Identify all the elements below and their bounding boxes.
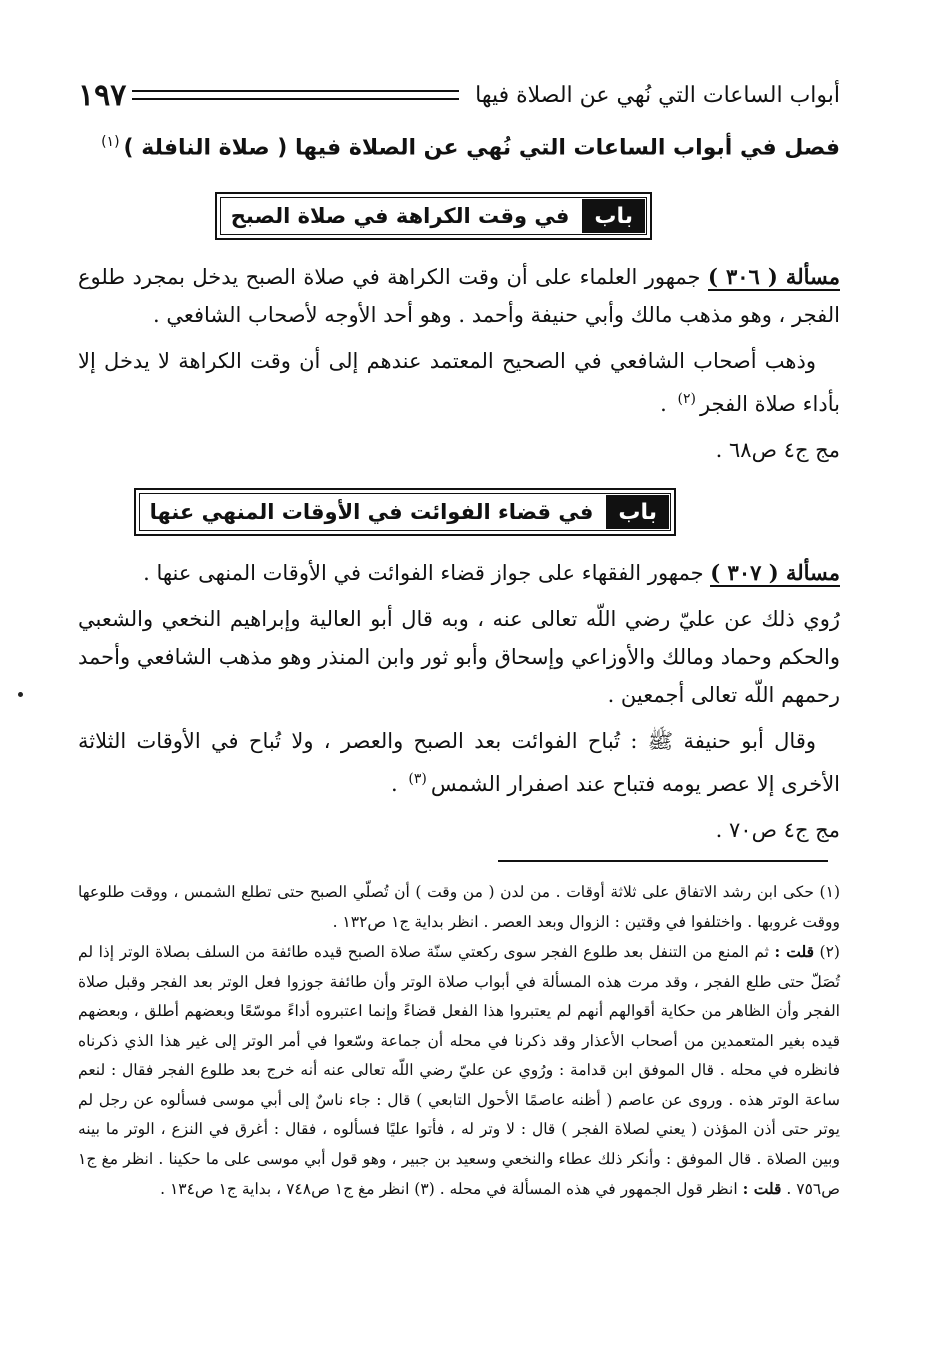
chapter-footnote-ref: (١) <box>101 134 120 150</box>
masala-307-text-3-end: . <box>390 772 398 796</box>
bab-label-2: باب <box>606 495 669 529</box>
masala-306-source: مج ج٤ ص٦٨ . <box>715 438 840 462</box>
page-header <box>78 78 840 112</box>
masala-307-text-1: جمهور الفقهاء على جواز قضاء الفوائت في الأوقات المنهى عنها . <box>143 561 704 585</box>
footnote-2 <box>78 937 840 1205</box>
page-number: ١٩٧ <box>78 77 127 113</box>
header-rule <box>132 90 459 100</box>
footnote-2-label-2: قلت : <box>742 1179 782 1198</box>
masala-306-text-1: جمهور العلماء على أن وقت الكراهة في صلاة الصبح يدخل بمجرد طلوع الفجر ، وهو مذهب مالك وأبي حنيفة وأحمد . وهو أحد الأوجه لأصحاب الشافعي . <box>78 265 840 327</box>
bab-label-1: باب <box>582 199 645 233</box>
masala-307-para-2 <box>78 600 840 714</box>
footnote-2-num: (٢) <box>819 943 840 961</box>
masala-306-footnote-ref: (٢) <box>677 391 696 407</box>
book-page <box>78 62 840 1312</box>
masala-307-para-3 <box>78 722 840 803</box>
masala-307-source: مج ج٤ ص٧٠ . <box>715 818 840 842</box>
bab-heading-1 <box>215 192 652 240</box>
masala-307 <box>78 554 840 857</box>
running-title: أبواب الساعات التي نُهي عن الصلاة فيها <box>475 82 840 108</box>
masala-307-text-2: رُوي ذلك عن عليّ رضي اللّه تعالى عنه ، وبه قال أبو العالية وإبراهيم النخعي والشعبي والحكم وحماد ومالك والأوزاعي وإسحاق وأبو ثور وابن المنذر وهو مذهب الشافعي وأحمد رحمهم اللّه تعالى أجمعين . <box>78 607 840 707</box>
footnote-3: (٣) انظر مغ ج١ ص٧٤٨ ، بداية ج١ ص١٣٤ . <box>160 1180 435 1198</box>
masala-307-para-1 <box>78 554 840 592</box>
bab-title-1: في وقت الكراهة في صلاة الصبح <box>230 204 570 228</box>
masala-307-text-3: وقال أبو حنيفة ﷺ : تُباح الفوائت بعد الصبح والعصر ، ولا تُباح في الأوقات الثلاثة الأخرى إلا عصر يومه فتباح عند اصفرار الشمس <box>78 729 840 796</box>
masala-306-para-1 <box>78 258 840 334</box>
footnote-2-text: ثم المنع من التنفل بعد طلوع الفجر سوى ركعتي سنّة صلاة الصبح قيده طائفة من السلف بصلاة الوتر إذا لم تُصَلّ حتى طلع الفجر ، وقد مرت هذه المسألة في أبواب صلاة الوتر وأن طائفة جوزوا فعل الوتر بعد الفجر وقبل صلاة الفجر وأن الظاهر من حكاية أقوالهم أنهم لم يعتبروا هذا الفعل قضاءً وإنما اعتبروه أداءً موسّعًا وبعضهم أطلق ، وبعضهم قيده بغير المتعمدين من أصحاب الأعذار وقد ذكرنا في محله أن جماعة وسّعوا في أمر الوتر إلى غير هذا الذي ذكرناه فانظره في محله . قال الموفق ابن قدامة : ورُوي عن عليّ رضي اللّه تعالى عنه أنه خرج بعد طلوع الفجر فقال : لنعم ساعة الوتر هذه . وروى عن عاصم ( أظنه عاصمًا الأحول التابعي ) قال : جاء ناسٌ إلى أبي موسى فسألوه عن رجل لم يوتر حتى أذن المؤذن ( يعني لصلاة الفجر ) قال : لا وتر له ، فأتوا عليًا فسألوه ، فقال : أغرق في النزع ، الوتر ما بينه وبين الصلاة . قال الموفق : وأنكر ذلك عطاء والنخعي وسعيد بن جبير ، وهو قول أبي موسى على ما حكينا . انظر مغ ج١ ص٧٥٦ . <box>78 943 840 1198</box>
footnote-1: (١) حكى ابن رشد الاتفاق على ثلاثة أوقات . من لدن ( من وقت ) أن تُصلّي الصبح حتى تطلع الشمس ، ووقت طلوعها ووقت غروبها . واختلفوا في وقتين : الزوال وبعد العصر . انظر بداية ج١ ص١٣٢ . <box>78 883 840 931</box>
masala-306-label: مسألة ( ٣٠٦ ) <box>707 264 840 289</box>
bab-heading-2 <box>134 488 676 536</box>
scan-speck <box>18 692 23 697</box>
footnote-rule <box>498 860 828 862</box>
masala-306 <box>78 258 840 477</box>
masala-306-text-2: وذهب أصحاب الشافعي في الصحيح المعتمد عندهم إلى أن وقت الكراهة لا يدخل إلا بأداء صلاة الفجر <box>78 349 840 416</box>
footnote-2-text-2: انظر قول الجمهور في هذه المسألة في محله . <box>439 1180 738 1198</box>
masala-306-para-2 <box>78 342 840 423</box>
footnotes <box>78 878 840 1205</box>
masala-307-footnote-ref: (٣) <box>408 771 427 787</box>
footnote-2-label: قلت : <box>774 942 814 961</box>
chapter-title-text: فصل في أبواب الساعات التي نُهي عن الصلاة فيها ( صلاة النافلة ) <box>123 135 840 161</box>
masala-306-text-2-end: . <box>660 392 667 416</box>
masala-307-label: مسألة ( ٣٠٧ ) <box>710 560 840 585</box>
chapter-title <box>101 134 840 161</box>
bab-title-2: في قضاء الفوائت في الأوقات المنهي عنها <box>149 500 594 524</box>
